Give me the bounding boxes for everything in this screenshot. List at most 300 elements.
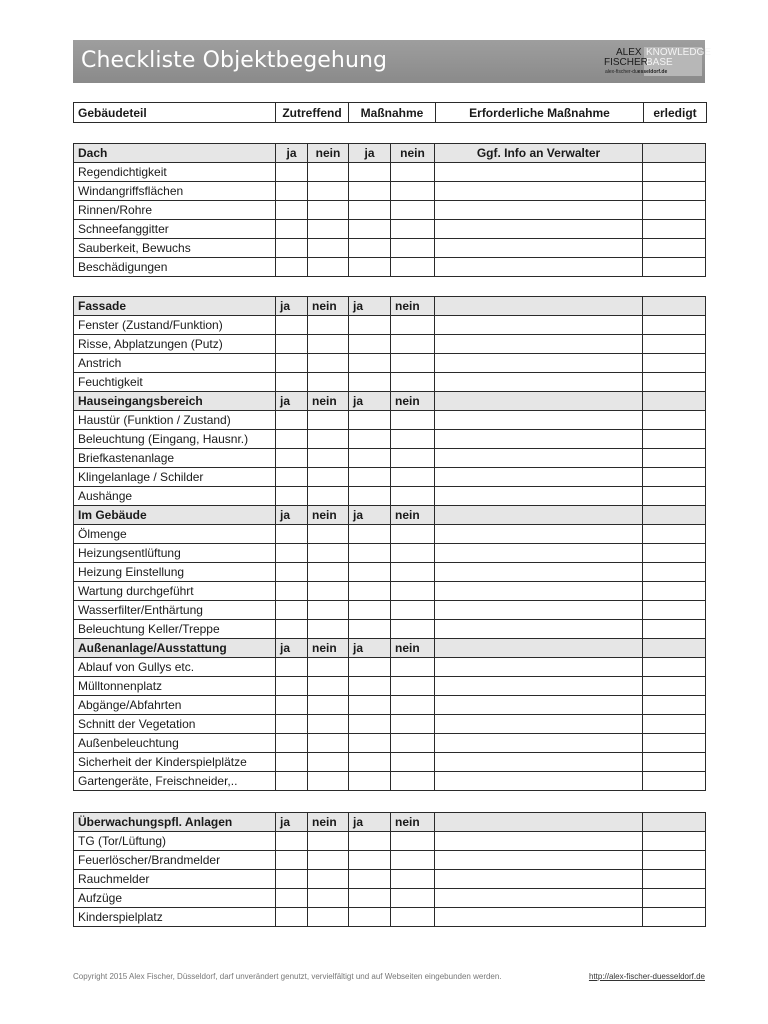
massnahme-nein-cell[interactable] [391,620,435,639]
col-ja: ja [349,297,391,316]
massnahme-ja-cell[interactable] [349,449,391,468]
col-info [435,297,643,316]
massnahme-ja-cell[interactable] [349,411,391,430]
item-label: Schneefanggitter [74,220,276,239]
col-ja: ja [349,144,391,163]
item-label: Aushänge [74,487,276,506]
zutreffend-ja-cell[interactable] [276,239,308,258]
massnahme-ja-cell[interactable] [349,889,391,908]
erledigt-cell[interactable] [643,449,706,468]
required-measure-cell[interactable] [435,220,643,239]
zutreffend-nein-cell[interactable] [308,316,349,335]
massnahme-ja-cell[interactable] [349,239,391,258]
col-done-blank [643,813,706,832]
item-label: Kinderspielplatz [74,908,276,927]
zutreffend-ja-cell[interactable] [276,696,308,715]
zutreffend-ja-cell[interactable] [276,715,308,734]
massnahme-nein-cell[interactable] [391,487,435,506]
massnahme-nein-cell[interactable] [391,601,435,620]
massnahme-nein-cell[interactable] [391,201,435,220]
zutreffend-ja-cell[interactable] [276,335,308,354]
zutreffend-nein-cell[interactable] [308,430,349,449]
checklist-row [74,620,706,639]
massnahme-nein-cell[interactable] [391,715,435,734]
massnahme-ja-cell[interactable] [349,677,391,696]
required-measure-cell[interactable] [435,544,643,563]
zutreffend-ja-cell[interactable] [276,601,308,620]
massnahme-ja-cell[interactable] [349,563,391,582]
massnahme-ja-cell[interactable] [349,373,391,392]
col-zutreffend: Zutreffend [276,103,349,123]
col-nein: nein [391,639,435,658]
col-done-blank [643,392,706,411]
col-nein: nein [308,639,349,658]
required-measure-cell[interactable] [435,411,643,430]
required-measure-cell[interactable] [435,430,643,449]
section-header-row [74,297,706,316]
massnahme-nein-cell[interactable] [391,373,435,392]
zutreffend-ja-cell[interactable] [276,772,308,791]
item-label: TG (Tor/Lüftung) [74,832,276,851]
zutreffend-nein-cell[interactable] [308,544,349,563]
item-label: Aufzüge [74,889,276,908]
erledigt-cell[interactable] [643,182,706,201]
erledigt-cell[interactable] [643,373,706,392]
zutreffend-ja-cell[interactable] [276,430,308,449]
zutreffend-ja-cell[interactable] [276,182,308,201]
document-header [73,40,712,83]
item-label: Rinnen/Rohre [74,201,276,220]
massnahme-ja-cell[interactable] [349,620,391,639]
item-label: Schnitt der Vegetation [74,715,276,734]
zutreffend-ja-cell[interactable] [276,201,308,220]
massnahme-nein-cell[interactable] [391,851,435,870]
erledigt-cell[interactable] [643,870,706,889]
erledigt-cell[interactable] [643,677,706,696]
massnahme-ja-cell[interactable] [349,715,391,734]
massnahme-nein-cell[interactable] [391,544,435,563]
massnahme-ja-cell[interactable] [349,772,391,791]
required-measure-cell[interactable] [435,182,643,201]
zutreffend-ja-cell[interactable] [276,563,308,582]
zutreffend-nein-cell[interactable] [308,870,349,889]
col-nein: nein [308,144,349,163]
required-measure-cell[interactable] [435,601,643,620]
checklist-row [74,525,706,544]
erledigt-cell[interactable] [643,582,706,601]
col-nein: nein [308,297,349,316]
item-label: Risse, Abplatzungen (Putz) [74,335,276,354]
section-title: Überwachungspfl. Anlagen [74,813,276,832]
zutreffend-ja-cell[interactable] [276,889,308,908]
zutreffend-ja-cell[interactable] [276,468,308,487]
zutreffend-nein-cell[interactable] [308,832,349,851]
massnahme-nein-cell[interactable] [391,525,435,544]
massnahme-ja-cell[interactable] [349,753,391,772]
item-label: Sauberkeit, Bewuchs [74,239,276,258]
required-measure-cell[interactable] [435,677,643,696]
checklist-row [74,430,706,449]
zutreffend-ja-cell[interactable] [276,658,308,677]
required-measure-cell[interactable] [435,468,643,487]
zutreffend-ja-cell[interactable] [276,373,308,392]
section-header-row [74,506,706,525]
erledigt-cell[interactable] [643,658,706,677]
required-measure-cell[interactable] [435,487,643,506]
massnahme-ja-cell[interactable] [349,851,391,870]
zutreffend-nein-cell[interactable] [308,449,349,468]
zutreffend-ja-cell[interactable] [276,316,308,335]
massnahme-ja-cell[interactable] [349,163,391,182]
zutreffend-nein-cell[interactable] [308,563,349,582]
checklist-row [74,851,706,870]
col-nein: nein [308,392,349,411]
erledigt-cell[interactable] [643,258,706,277]
massnahme-ja-cell[interactable] [349,182,391,201]
section-title: Dach [74,144,276,163]
massnahme-ja-cell[interactable] [349,220,391,239]
zutreffend-nein-cell[interactable] [308,715,349,734]
massnahme-ja-cell[interactable] [349,487,391,506]
checklist-row [74,354,706,373]
massnahme-nein-cell[interactable] [391,449,435,468]
item-label: Beleuchtung (Eingang, Hausnr.) [74,430,276,449]
zutreffend-nein-cell[interactable] [308,582,349,601]
col-info [435,392,643,411]
required-measure-cell[interactable] [435,373,643,392]
checklist-row [74,487,706,506]
zutreffend-nein-cell[interactable] [308,220,349,239]
erledigt-cell[interactable] [643,354,706,373]
section-title: Hauseingangsbereich [74,392,276,411]
zutreffend-nein-cell[interactable] [308,201,349,220]
checklist-row [74,889,706,908]
required-measure-cell[interactable] [435,658,643,677]
required-measure-cell[interactable] [435,832,643,851]
massnahme-nein-cell[interactable] [391,563,435,582]
massnahme-nein-cell[interactable] [391,870,435,889]
zutreffend-ja-cell[interactable] [276,544,308,563]
item-label: Beleuchtung Keller/Treppe [74,620,276,639]
item-label: Fenster (Zustand/Funktion) [74,316,276,335]
checklist-row [74,734,706,753]
erledigt-cell[interactable] [643,753,706,772]
column-header-row [74,103,707,123]
massnahme-nein-cell[interactable] [391,335,435,354]
erledigt-cell[interactable] [643,487,706,506]
massnahme-nein-cell[interactable] [391,753,435,772]
footer-link[interactable]: http://alex-fischer-duesseldorf.de [588,972,705,981]
massnahme-nein-cell[interactable] [391,239,435,258]
col-done-blank [643,506,706,525]
section-header-row [74,392,706,411]
item-label: Rauchmelder [74,870,276,889]
zutreffend-nein-cell[interactable] [308,696,349,715]
erledigt-cell[interactable] [643,525,706,544]
erledigt-cell[interactable] [643,601,706,620]
massnahme-nein-cell[interactable] [391,582,435,601]
erledigt-cell[interactable] [643,239,706,258]
required-measure-cell[interactable] [435,620,643,639]
erledigt-cell[interactable] [643,908,706,927]
required-measure-cell[interactable] [435,354,643,373]
checklist-row [74,772,706,791]
erledigt-cell[interactable] [643,563,706,582]
col-nein: nein [391,506,435,525]
section-header-row [74,813,706,832]
required-measure-cell[interactable] [435,696,643,715]
massnahme-nein-cell[interactable] [391,220,435,239]
zutreffend-ja-cell[interactable] [276,851,308,870]
col-info [435,639,643,658]
zutreffend-ja-cell[interactable] [276,620,308,639]
required-measure-cell[interactable] [435,734,643,753]
required-measure-cell[interactable] [435,908,643,927]
zutreffend-ja-cell[interactable] [276,734,308,753]
zutreffend-nein-cell[interactable] [308,182,349,201]
massnahme-ja-cell[interactable] [349,544,391,563]
col-ja: ja [349,813,391,832]
checklist-row [74,870,706,889]
checklist-row [74,182,706,201]
massnahme-ja-cell[interactable] [349,525,391,544]
section-header-row [74,639,706,658]
massnahme-nein-cell[interactable] [391,182,435,201]
col-done-blank [643,144,706,163]
massnahme-nein-cell[interactable] [391,468,435,487]
checklist-row [74,832,706,851]
item-label: Wartung durchgeführt [74,582,276,601]
item-label: Sicherheit der Kinderspielplätze [74,753,276,772]
zutreffend-ja-cell[interactable] [276,258,308,277]
massnahme-ja-cell[interactable] [349,335,391,354]
required-measure-cell[interactable] [435,563,643,582]
zutreffend-nein-cell[interactable] [308,468,349,487]
zutreffend-nein-cell[interactable] [308,373,349,392]
section-title: Fassade [74,297,276,316]
logo-base: BASE [646,57,673,68]
zutreffend-nein-cell[interactable] [308,487,349,506]
zutreffend-nein-cell[interactable] [308,411,349,430]
massnahme-nein-cell[interactable] [391,411,435,430]
zutreffend-nein-cell[interactable] [308,772,349,791]
massnahme-ja-cell[interactable] [349,658,391,677]
massnahme-ja-cell[interactable] [349,832,391,851]
required-measure-cell[interactable] [435,258,643,277]
required-measure-cell[interactable] [435,449,643,468]
col-ja: ja [349,639,391,658]
zutreffend-ja-cell[interactable] [276,908,308,927]
massnahme-ja-cell[interactable] [349,354,391,373]
zutreffend-ja-cell[interactable] [276,525,308,544]
erledigt-cell[interactable] [643,715,706,734]
required-measure-cell[interactable] [435,851,643,870]
item-label: Windangriffsflächen [74,182,276,201]
zutreffend-nein-cell[interactable] [308,658,349,677]
erledigt-cell[interactable] [643,220,706,239]
massnahme-nein-cell[interactable] [391,658,435,677]
required-measure-cell[interactable] [435,870,643,889]
zutreffend-nein-cell[interactable] [308,734,349,753]
item-label: Heizung Einstellung [74,563,276,582]
required-measure-cell[interactable] [435,163,643,182]
col-massnahme: Maßnahme [349,103,436,123]
logo-alex: ALEX [616,47,642,58]
required-measure-cell[interactable] [435,316,643,335]
checklist-table-main [73,296,706,791]
massnahme-ja-cell[interactable] [349,870,391,889]
erledigt-cell[interactable] [643,163,706,182]
zutreffend-nein-cell[interactable] [308,601,349,620]
massnahme-nein-cell[interactable] [391,889,435,908]
zutreffend-ja-cell[interactable] [276,677,308,696]
item-label: Heizungsentlüftung [74,544,276,563]
checklist-table-dach [73,143,706,277]
zutreffend-nein-cell[interactable] [308,258,349,277]
zutreffend-ja-cell[interactable] [276,163,308,182]
logo-url: alex-fischer-duesseldorf.de [605,69,668,75]
zutreffend-nein-cell[interactable] [308,851,349,870]
zutreffend-nein-cell[interactable] [308,908,349,927]
item-label: Feuerlöscher/Brandmelder [74,851,276,870]
required-measure-cell[interactable] [435,715,643,734]
zutreffend-nein-cell[interactable] [308,335,349,354]
zutreffend-ja-cell[interactable] [276,411,308,430]
erledigt-cell[interactable] [643,411,706,430]
checklist-row [74,658,706,677]
massnahme-ja-cell[interactable] [349,734,391,753]
item-label: Briefkastenanlage [74,449,276,468]
zutreffend-nein-cell[interactable] [308,354,349,373]
required-measure-cell[interactable] [435,525,643,544]
massnahme-ja-cell[interactable] [349,258,391,277]
item-label: Außenbeleuchtung [74,734,276,753]
massnahme-ja-cell[interactable] [349,201,391,220]
checklist-row [74,582,706,601]
col-nein: nein [391,297,435,316]
zutreffend-ja-cell[interactable] [276,220,308,239]
zutreffend-nein-cell[interactable] [308,677,349,696]
zutreffend-ja-cell[interactable] [276,832,308,851]
massnahme-nein-cell[interactable] [391,163,435,182]
item-label: Wasserfilter/Enthärtung [74,601,276,620]
checklist-row [74,163,706,182]
massnahme-ja-cell[interactable] [349,468,391,487]
zutreffend-ja-cell[interactable] [276,449,308,468]
item-label: Ölmenge [74,525,276,544]
erledigt-cell[interactable] [643,832,706,851]
col-nein: nein [391,144,435,163]
checklist-row [74,468,706,487]
section-header-row [74,144,706,163]
zutreffend-ja-cell[interactable] [276,870,308,889]
zutreffend-ja-cell[interactable] [276,753,308,772]
erledigt-cell[interactable] [643,889,706,908]
required-measure-cell[interactable] [435,753,643,772]
required-measure-cell[interactable] [435,582,643,601]
zutreffend-nein-cell[interactable] [308,525,349,544]
massnahme-nein-cell[interactable] [391,734,435,753]
zutreffend-nein-cell[interactable] [308,163,349,182]
checklist-row [74,563,706,582]
massnahme-ja-cell[interactable] [349,316,391,335]
erledigt-cell[interactable] [643,772,706,791]
column-header-table [73,102,707,123]
zutreffend-nein-cell[interactable] [308,889,349,908]
col-erledigt: erledigt [644,103,707,123]
logo [604,47,712,77]
massnahme-ja-cell[interactable] [349,430,391,449]
zutreffend-nein-cell[interactable] [308,620,349,639]
checklist-row [74,544,706,563]
col-info [435,506,643,525]
item-label: Abgänge/Abfahrten [74,696,276,715]
erledigt-cell[interactable] [643,696,706,715]
col-nein: nein [308,506,349,525]
col-done-blank [643,297,706,316]
checklist-row [74,449,706,468]
col-ja: ja [276,144,308,163]
logo-fischer: FISCHER [604,57,648,68]
massnahme-nein-cell[interactable] [391,696,435,715]
required-measure-cell[interactable] [435,335,643,354]
item-label: Mülltonnenplatz [74,677,276,696]
massnahme-nein-cell[interactable] [391,772,435,791]
item-label: Ablauf von Gullys etc. [74,658,276,677]
erledigt-cell[interactable] [643,851,706,870]
checklist-row [74,601,706,620]
zutreffend-nein-cell[interactable] [308,239,349,258]
col-gebaeudeteil: Gebäudeteil [74,103,276,123]
massnahme-ja-cell[interactable] [349,582,391,601]
required-measure-cell[interactable] [435,201,643,220]
section-title: Außenanlage/Ausstattung [74,639,276,658]
zutreffend-ja-cell[interactable] [276,354,308,373]
erledigt-cell[interactable] [643,620,706,639]
required-measure-cell[interactable] [435,889,643,908]
erledigt-cell[interactable] [643,335,706,354]
massnahme-ja-cell[interactable] [349,908,391,927]
massnahme-ja-cell[interactable] [349,601,391,620]
checklist-row [74,715,706,734]
col-done-blank [643,639,706,658]
zutreffend-ja-cell[interactable] [276,582,308,601]
zutreffend-ja-cell[interactable] [276,487,308,506]
checklist-row [74,220,706,239]
massnahme-nein-cell[interactable] [391,316,435,335]
massnahme-ja-cell[interactable] [349,696,391,715]
massnahme-nein-cell[interactable] [391,354,435,373]
required-measure-cell[interactable] [435,239,643,258]
checklist-row [74,239,706,258]
erledigt-cell[interactable] [643,468,706,487]
massnahme-nein-cell[interactable] [391,832,435,851]
zutreffend-nein-cell[interactable] [308,753,349,772]
erledigt-cell[interactable] [643,316,706,335]
checklist-row [74,335,706,354]
footer-copyright: Copyright 2015 Alex Fischer, Düsseldorf, darf unverändert genutzt, vervielfältigt und auf Webseiten eingebunden werden. [73,972,502,981]
massnahme-nein-cell[interactable] [391,430,435,449]
massnahme-nein-cell[interactable] [391,258,435,277]
erledigt-cell[interactable] [643,201,706,220]
erledigt-cell[interactable] [643,430,706,449]
col-ja: ja [276,639,308,658]
required-measure-cell[interactable] [435,772,643,791]
massnahme-nein-cell[interactable] [391,908,435,927]
massnahme-nein-cell[interactable] [391,677,435,696]
erledigt-cell[interactable] [643,734,706,753]
erledigt-cell[interactable] [643,544,706,563]
